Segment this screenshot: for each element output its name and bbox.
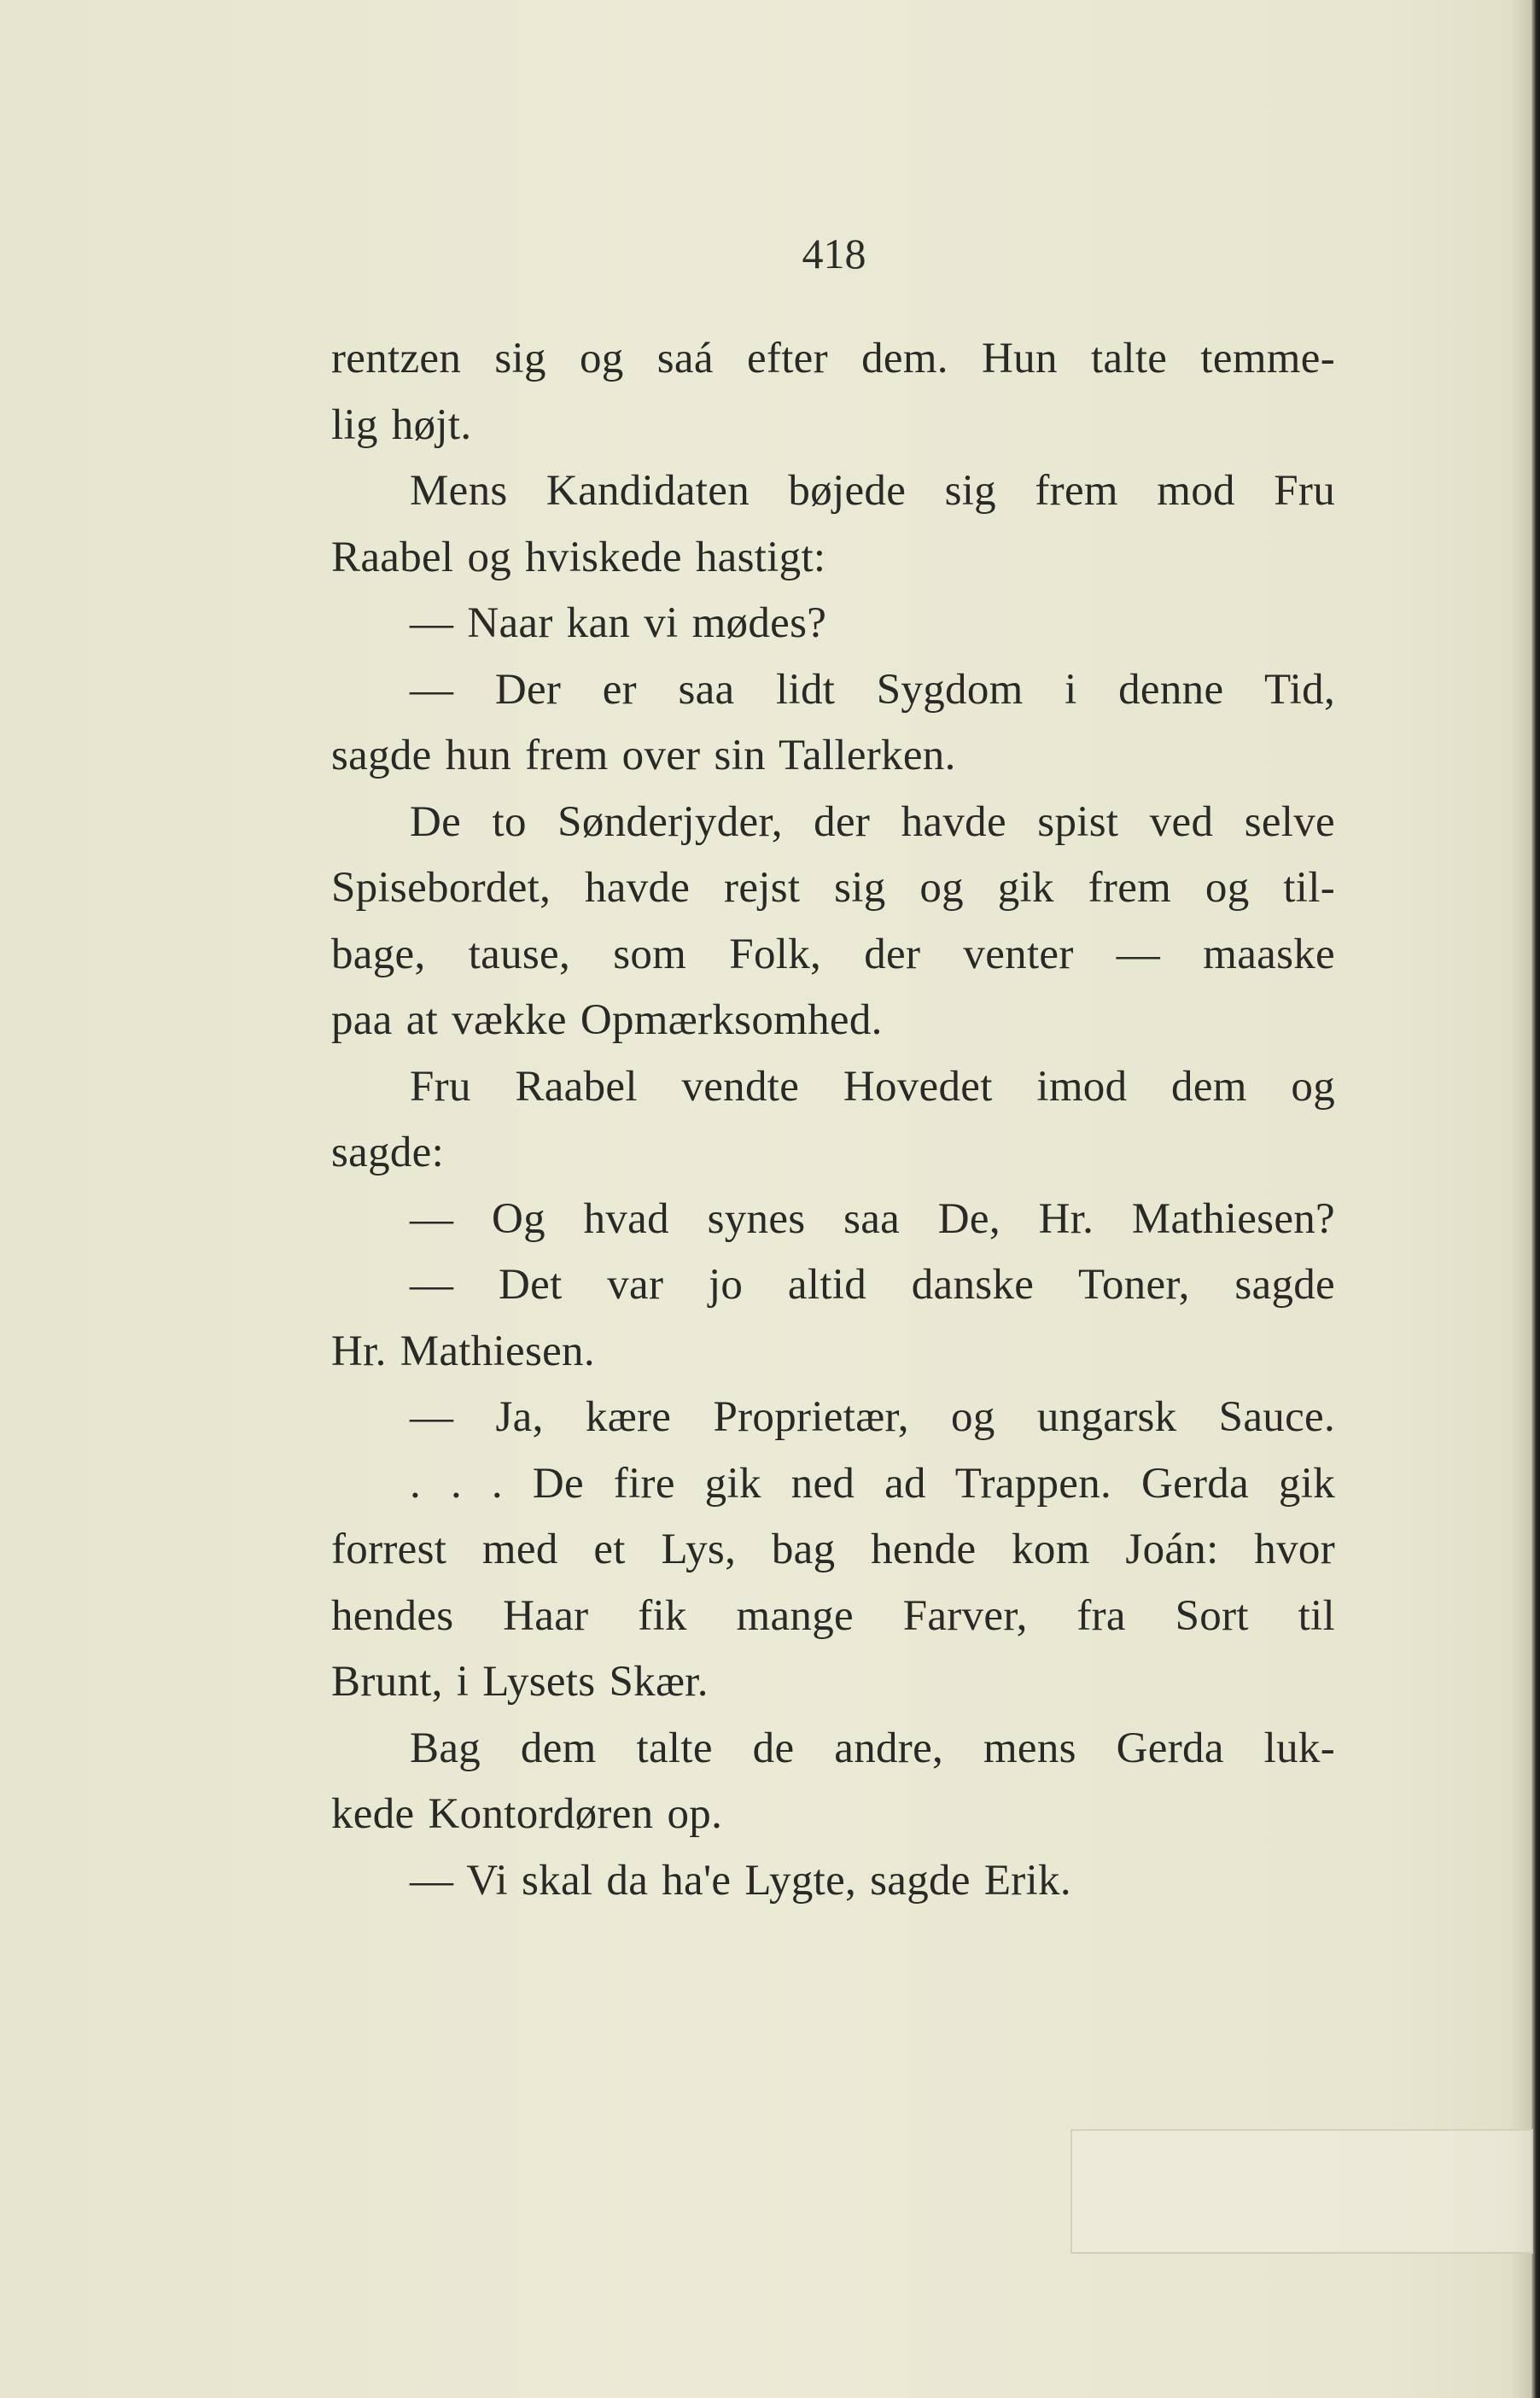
page-binding-edge <box>1531 0 1540 2398</box>
text-line: hendes Haar fik mange Farver, fra Sort til <box>331 1591 1335 1640</box>
page-number: 418 <box>802 230 866 277</box>
body-text <box>331 326 1335 1914</box>
text-line: lig højt. <box>331 400 472 449</box>
text-line: kede Kontordøren op. <box>331 1790 723 1838</box>
text-line: — Og hvad synes saa De, Hr. Mathiesen? <box>410 1194 1335 1243</box>
paper-slip <box>1070 2129 1533 2254</box>
text-line: — Naar kan vi mødes? <box>410 599 827 647</box>
text-line: — Der er saa lidt Sygdom i denne Tid, <box>410 665 1335 714</box>
text-line: Brunt, i Lysets Skær. <box>331 1658 709 1706</box>
text-line: Hr. Mathiesen. <box>331 1327 595 1375</box>
text-line: Mens Kandidaten bøjede sig frem mod Fru <box>410 467 1335 515</box>
text-line: De to Sønderjyder, der havde spist ved selve <box>410 797 1335 846</box>
text-line: sagde hun frem over sin Tallerken. <box>331 732 956 779</box>
text-line: Raabel og hviskede hastigt: <box>331 533 826 581</box>
text-line: — Det var jo altid danske Toner, sagde <box>410 1261 1335 1309</box>
text-line: bage, tause, som Folk, der venter — maaske <box>331 930 1335 978</box>
text-line: — Ja, kære Proprietær, og ungarsk Sauce. <box>410 1393 1335 1441</box>
text-line: forrest med et Lys, bag hende kom Joán: hvor <box>331 1526 1335 1573</box>
text-line: Spisebordet, havde rejst sig og gik frem og til- <box>331 864 1335 912</box>
text-line: paa at vække Opmærksomhed. <box>331 996 883 1044</box>
page-edge-shadow <box>1509 0 1531 2398</box>
text-line: sagde: <box>331 1129 445 1176</box>
text-line: Fru Raabel vendte Hovedet imod dem og <box>410 1062 1335 1111</box>
text-line: rentzen sig og saá efter dem. Hun talte temme- <box>331 335 1335 382</box>
text-line: — Vi skal da ha'e Lygte, sagde Erik. <box>410 1856 1071 1905</box>
text-line: Bag dem talte de andre, mens Gerda luk- <box>410 1724 1335 1772</box>
text-line: . . . De fire gik ned ad Trappen. Gerda gik <box>410 1459 1335 1508</box>
